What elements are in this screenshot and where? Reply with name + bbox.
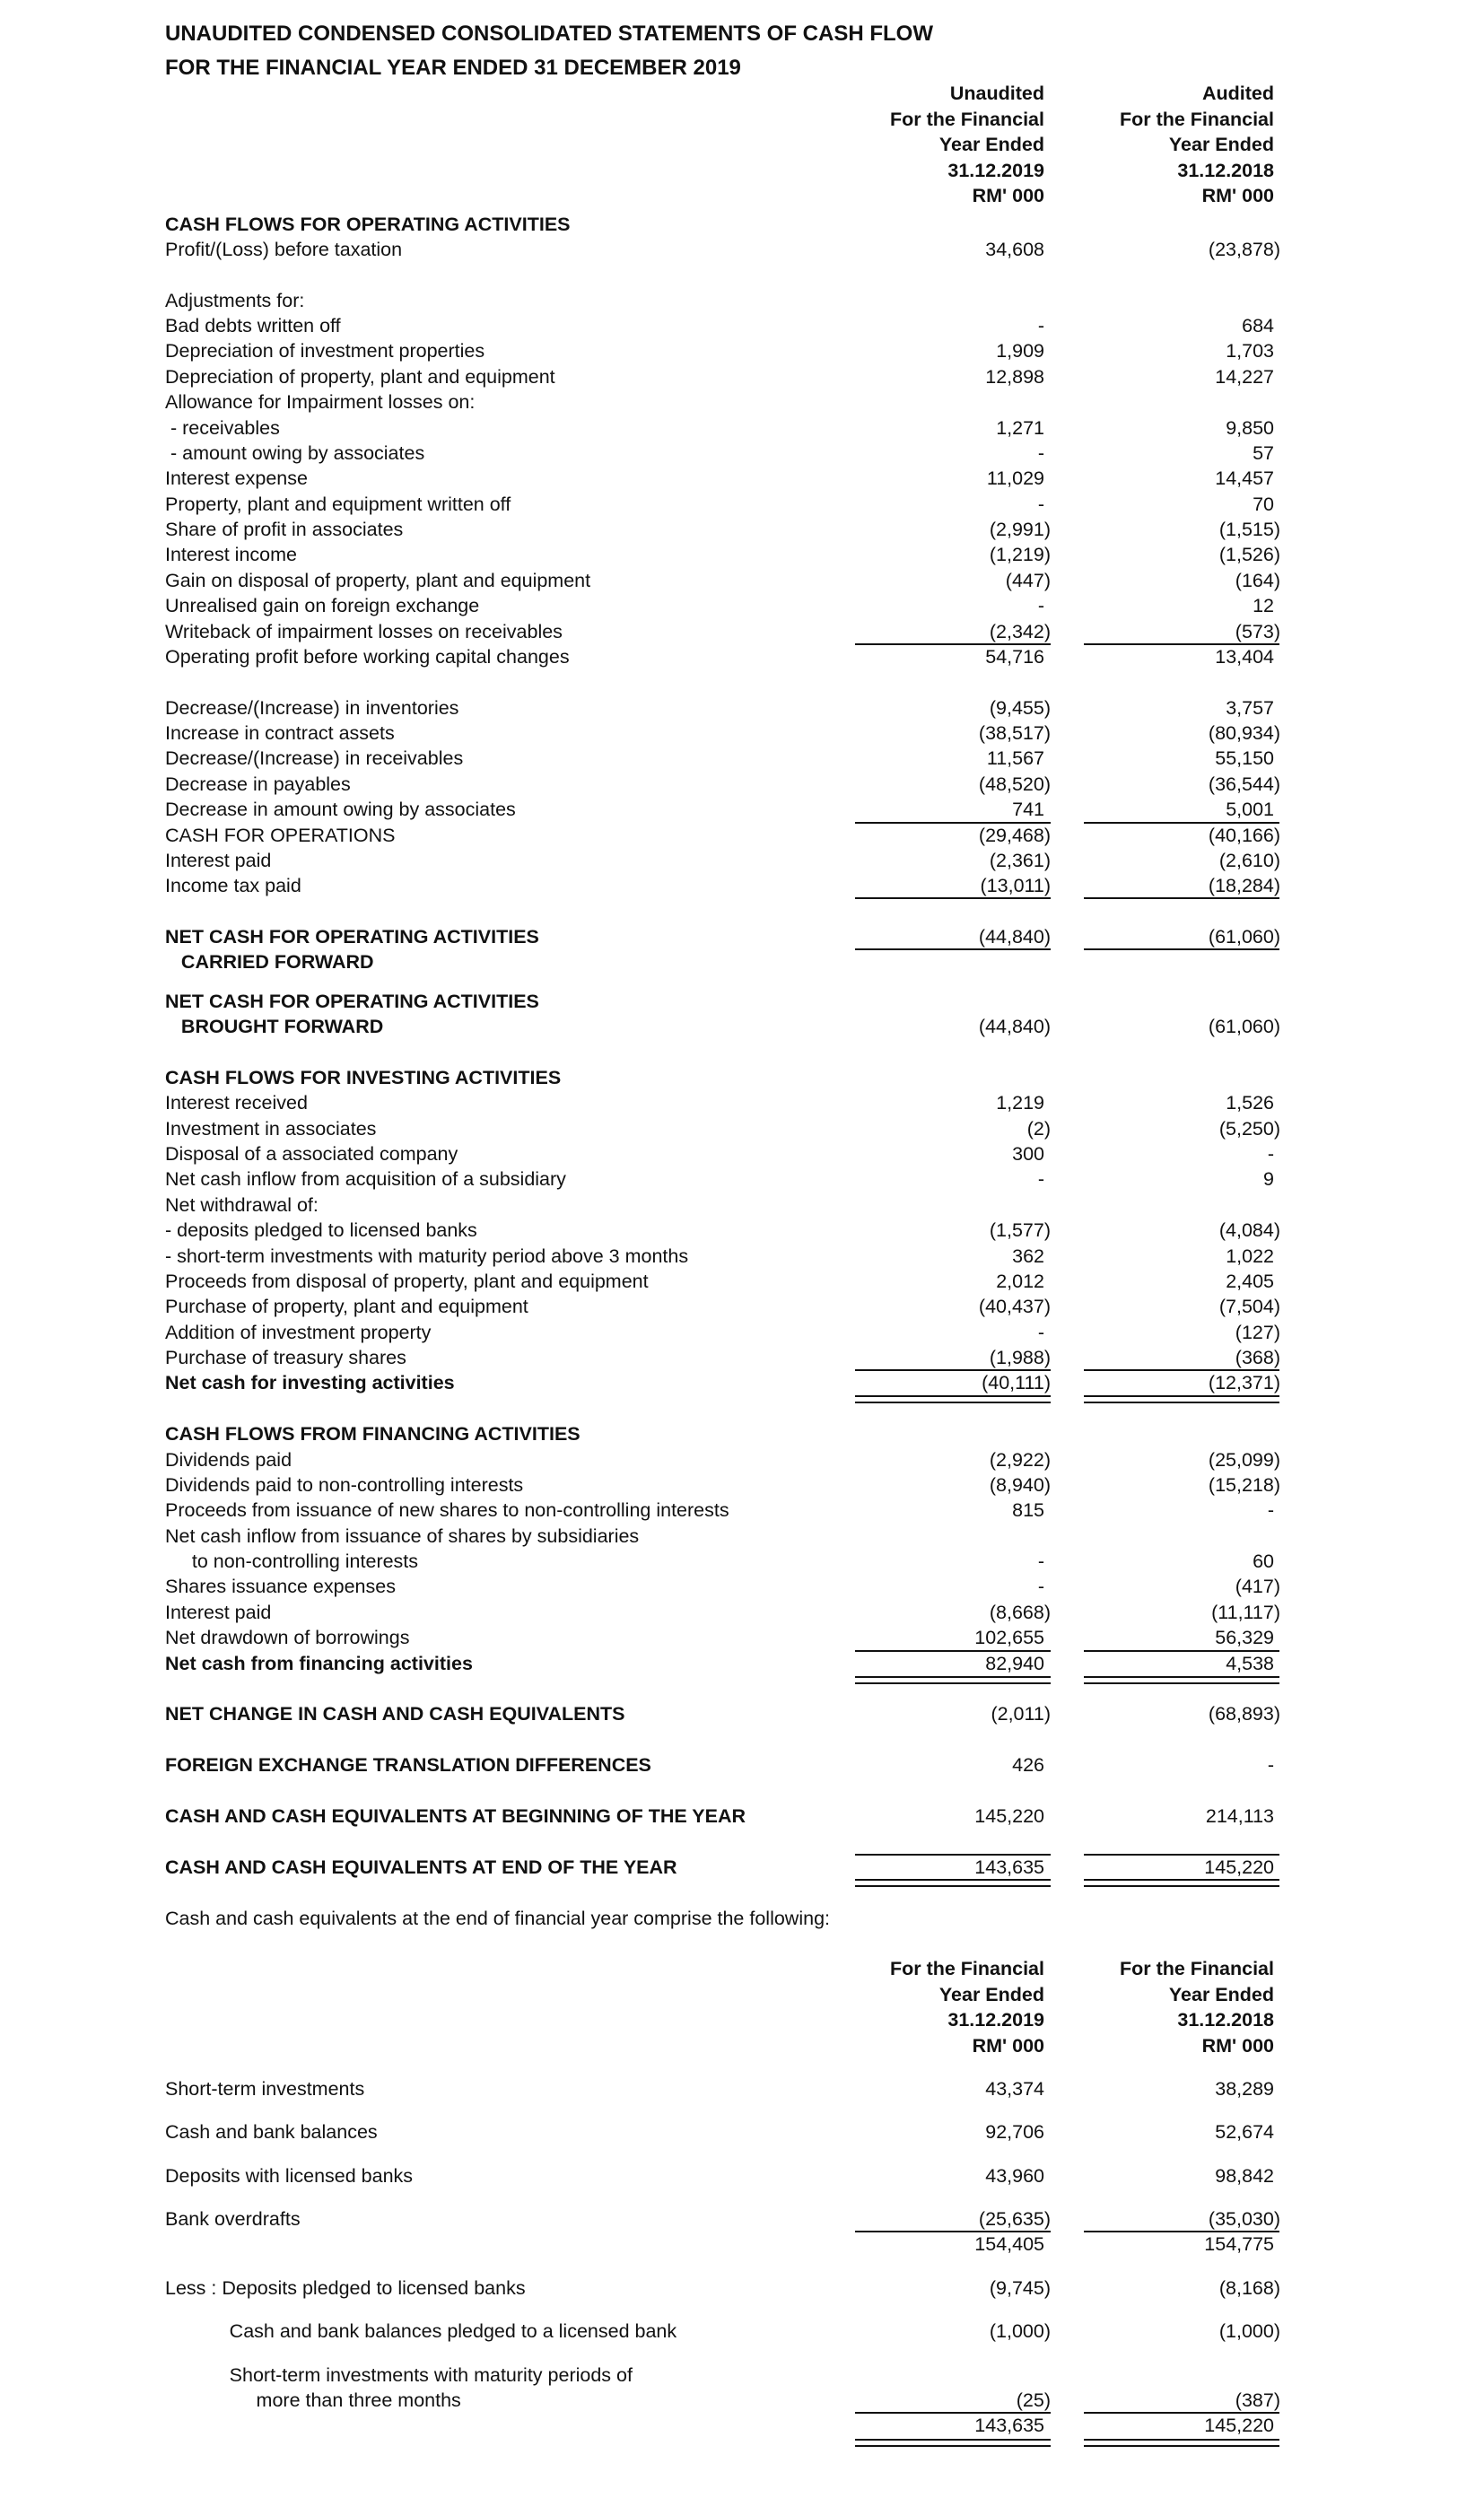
single-underline [1084, 2231, 1279, 2232]
statement-title: UNAUDITED CONDENSED CONSOLIDATED STATEMENTS OF CASH FLOW [165, 22, 933, 46]
row-label: - amount owing by associates [165, 442, 425, 464]
statement-subtitle: FOR THE FINANCIAL YEAR ENDED 31 DECEMBER 2019 [165, 56, 741, 80]
statement-row [0, 212, 1484, 237]
statement-row [0, 1345, 1484, 1370]
value-2018: 5,001 [1226, 799, 1274, 820]
row-label: Purchase of property, plant and equipment [165, 1296, 528, 1317]
value-2019: (40,111) [982, 1372, 1051, 1393]
row-label: BROUGHT FORWARD [165, 1016, 384, 1037]
single-underline [1084, 822, 1279, 824]
statement-row [0, 848, 1484, 873]
statement-row [0, 415, 1484, 441]
single-underline [855, 1854, 1051, 1856]
value-2019: (38,517) [978, 722, 1051, 744]
value-2019: 102,655 [974, 1627, 1044, 1648]
row-label: Short-term investments with maturity periods of [165, 2364, 633, 2386]
row-label: Less : Deposits pledged to licensed banks [165, 2277, 526, 2299]
value-2019: - [1037, 315, 1044, 336]
statement-row [0, 2388, 1484, 2413]
statement-row [0, 1472, 1484, 1498]
row-label: Interest paid [165, 850, 272, 871]
row-label: Net cash for investing activities [165, 1372, 455, 1393]
row-label: CASH AND CASH EQUIVALENTS AT END OF THE YEAR [165, 1856, 677, 1878]
value-2018: 684 [1242, 315, 1274, 336]
value-2018: (573) [1235, 621, 1280, 642]
single-underline [855, 2412, 1051, 2414]
value-2018: (68,893) [1208, 1703, 1280, 1725]
statement-row [0, 568, 1484, 593]
single-underline [855, 643, 1051, 645]
statement-row [0, 873, 1484, 898]
statement-row [0, 1447, 1484, 1472]
row-label: Cash and bank balances pledged to a licensed bank [165, 2320, 677, 2342]
statement-row [0, 2363, 1484, 2388]
row-label: Proceeds from issuance of new shares to non-controlling interests [165, 1499, 729, 1521]
row-label: Property, plant and equipment written off [165, 494, 511, 515]
value-2019: 54,716 [985, 646, 1044, 668]
value-2018: (18,284) [1208, 875, 1280, 896]
value-2018: 56,329 [1215, 1627, 1274, 1648]
statement-row [0, 1320, 1484, 1345]
statement-row [0, 1014, 1484, 1039]
statement-row [0, 1116, 1484, 1141]
statement-row [0, 1192, 1484, 1218]
value-2018: (8,168) [1218, 2277, 1280, 2299]
statement-row [0, 1855, 1484, 1880]
value-2018: (61,060) [1208, 926, 1280, 948]
row-label: CASH AND CASH EQUIVALENTS AT BEGINNING OF THE YEAR [165, 1805, 746, 1827]
single-underline [855, 897, 1051, 899]
statement-row [0, 389, 1484, 415]
statement-row [0, 542, 1484, 567]
row-label: NET CHANGE IN CASH AND CASH EQUIVALENTS [165, 1703, 625, 1725]
single-underline [1084, 948, 1279, 950]
row-label: Dividends paid [165, 1449, 292, 1471]
value-2019: (8,668) [989, 1602, 1051, 1623]
row-label: Decrease in payables [165, 773, 351, 795]
single-underline [855, 948, 1051, 950]
statement-row [0, 1294, 1484, 1319]
value-2018: 2,405 [1226, 1271, 1274, 1292]
single-underline [1084, 643, 1279, 645]
value-2018: 13,404 [1215, 646, 1274, 668]
row-label: Depreciation of property, plant and equipment [165, 366, 555, 388]
row-label: Purchase of treasury shares [165, 1347, 406, 1368]
value-2019: 143,635 [974, 2415, 1044, 2436]
row-label: CASH FLOWS FROM FINANCING ACTIVITIES [165, 1423, 581, 1445]
statement-row [0, 2276, 1484, 2301]
row-label: Disposal of a associated company [165, 1143, 458, 1165]
statement-row [0, 619, 1484, 644]
row-label: Net cash from financing activities [165, 1653, 473, 1674]
statement-row [0, 644, 1484, 669]
double-underline [855, 1676, 1051, 1684]
statement-row [0, 441, 1484, 466]
value-2018: 1,526 [1226, 1092, 1274, 1114]
composition-header-2019: For the Financial Year Ended 31.12.2019 RM' 000 [889, 1958, 1044, 2057]
statement-row [0, 2119, 1484, 2144]
statement-row [0, 721, 1484, 746]
single-underline [1084, 1854, 1279, 1856]
row-label: Shares issuance expenses [165, 1576, 396, 1597]
row-label: Net withdrawal of: [165, 1194, 319, 1216]
value-2019: (48,520) [978, 773, 1051, 795]
value-2019: (2) [1026, 1118, 1051, 1140]
value-2018: (1,526) [1218, 544, 1280, 565]
value-2019: (44,840) [978, 1016, 1051, 1037]
value-2018: 70 [1253, 494, 1274, 515]
row-label: NET CASH FOR OPERATING ACTIVITIES [165, 991, 539, 1012]
statement-row [0, 949, 1484, 974]
row-label: - receivables [165, 417, 280, 439]
row-label: CASH FOR OPERATIONS [165, 825, 396, 846]
value-2018: (25,099) [1208, 1449, 1280, 1471]
row-label: Profit/(Loss) before taxation [165, 239, 403, 260]
value-2019: - [1037, 1168, 1044, 1190]
statement-row [0, 1701, 1484, 1726]
value-2019: - [1037, 442, 1044, 464]
value-2019: (44,840) [978, 926, 1051, 948]
value-2019: (40,437) [978, 1296, 1051, 1317]
statement-row [0, 466, 1484, 491]
statement-row [0, 1244, 1484, 1269]
statement-row [0, 1269, 1484, 1294]
statement-row [0, 1651, 1484, 1676]
value-2019: 2,012 [996, 1271, 1044, 1292]
value-2018: 4,538 [1226, 1653, 1274, 1674]
statement-row [0, 989, 1484, 1014]
statement-row [0, 2319, 1484, 2344]
statement-row [0, 1141, 1484, 1166]
value-2019: (2,361) [989, 850, 1051, 871]
column-header-2018: Audited For the Financial Year Ended 31.12.2018 RM' 000 [1119, 83, 1274, 206]
value-2018: 145,220 [1204, 1856, 1274, 1878]
value-2019: 92,706 [985, 2121, 1044, 2143]
value-2018: 98,842 [1215, 2165, 1274, 2187]
statement-row [0, 2413, 1484, 2438]
value-2019: (9,455) [989, 697, 1051, 719]
value-2018: (61,060) [1208, 1016, 1280, 1037]
single-underline [1084, 897, 1279, 899]
double-underline [1084, 1395, 1279, 1403]
double-underline [855, 1879, 1051, 1887]
row-label: - deposits pledged to licensed banks [165, 1219, 477, 1241]
value-2019: 1,909 [996, 340, 1044, 362]
value-2019: (25,635) [978, 2208, 1051, 2230]
row-label: Share of profit in associates [165, 519, 404, 540]
value-2018: (2,610) [1218, 850, 1280, 871]
value-2019: (13,011) [980, 875, 1051, 896]
row-label: to non-controlling interests [165, 1550, 419, 1572]
row-label: Operating profit before working capital changes [165, 646, 570, 668]
statement-row [0, 2076, 1484, 2101]
value-2018: - [1267, 1499, 1274, 1521]
value-2019: 34,608 [985, 239, 1044, 260]
value-2018: 9,850 [1226, 417, 1274, 439]
row-label: Dividends paid to non-controlling interests [165, 1474, 524, 1496]
statement-row [0, 288, 1484, 313]
statement-row [0, 2206, 1484, 2232]
statement-row [0, 746, 1484, 771]
statement-row [0, 1524, 1484, 1549]
statement-row [0, 1752, 1484, 1778]
value-2018: - [1267, 1754, 1274, 1776]
value-2019: 11,029 [986, 467, 1044, 489]
row-label: Deposits with licensed banks [165, 2165, 414, 2187]
statement-row [0, 313, 1484, 338]
value-2018: (164) [1235, 570, 1280, 591]
value-2018: (35,030) [1208, 2208, 1280, 2230]
statement-row [0, 797, 1484, 822]
value-2019: - [1037, 494, 1044, 515]
value-2019: (29,468) [978, 825, 1051, 846]
single-underline [855, 822, 1051, 824]
statement-row [0, 1600, 1484, 1625]
statement-row [0, 364, 1484, 389]
value-2019: - [1037, 1550, 1044, 1572]
row-label: Interest received [165, 1092, 308, 1114]
value-2019: 82,940 [985, 1653, 1044, 1674]
value-2018: 1,022 [1226, 1245, 1274, 1267]
value-2019: 741 [1012, 799, 1044, 820]
row-label: Income tax paid [165, 875, 301, 896]
value-2019: 426 [1012, 1754, 1044, 1776]
single-underline [1084, 1369, 1279, 1371]
row-label: more than three months [165, 2389, 461, 2411]
statement-row [0, 772, 1484, 797]
value-2019: (25) [1016, 2389, 1051, 2411]
statement-row [0, 517, 1484, 542]
value-2018: (36,544) [1208, 773, 1280, 795]
value-2019: 12,898 [985, 366, 1044, 388]
value-2019: 300 [1012, 1143, 1044, 1165]
row-label: Investment in associates [165, 1118, 377, 1140]
row-label: Short-term investments [165, 2078, 365, 2100]
value-2018: (1,000) [1218, 2320, 1280, 2342]
double-underline [1084, 1676, 1279, 1684]
statement-row [0, 1090, 1484, 1115]
statement-row [0, 1370, 1484, 1395]
value-2018: (23,878) [1208, 239, 1280, 260]
value-2019: - [1037, 1576, 1044, 1597]
value-2019: (9,745) [989, 2277, 1051, 2299]
value-2018: (127) [1235, 1322, 1280, 1343]
value-2018: 9 [1263, 1168, 1274, 1190]
value-2019: 143,635 [974, 1856, 1044, 1878]
value-2019: 1,271 [996, 417, 1044, 439]
value-2019: 1,219 [996, 1092, 1044, 1114]
value-2018: - [1267, 1143, 1274, 1165]
value-2018: (80,934) [1208, 722, 1280, 744]
row-label: CASH FLOWS FOR OPERATING ACTIVITIES [165, 214, 571, 235]
value-2018: (40,166) [1208, 825, 1280, 846]
double-underline [1084, 2439, 1279, 2447]
statement-row [0, 492, 1484, 517]
row-label: CASH FLOWS FOR INVESTING ACTIVITIES [165, 1067, 562, 1088]
value-2018: 60 [1253, 1550, 1274, 1572]
row-label: NET CASH FOR OPERATING ACTIVITIES [165, 926, 539, 948]
value-2018: (15,218) [1208, 1474, 1280, 1496]
value-2019: (447) [1005, 570, 1051, 591]
statement-row [0, 1549, 1484, 1574]
value-2018: 52,674 [1215, 2121, 1274, 2143]
statement-row [0, 1065, 1484, 1090]
value-2018: 145,220 [1204, 2415, 1274, 2436]
value-2018: 55,150 [1215, 747, 1274, 769]
row-label: Depreciation of investment properties [165, 340, 485, 362]
value-2018: 12 [1253, 595, 1274, 616]
row-label: Net drawdown of borrowings [165, 1627, 410, 1648]
row-label: - short-term investments with maturity period above 3 months [165, 1245, 689, 1267]
value-2019: (8,940) [989, 1474, 1051, 1496]
statement-row [0, 593, 1484, 618]
value-2019: 362 [1012, 1245, 1044, 1267]
value-2019: (1,219) [989, 544, 1051, 565]
row-label: Allowance for Impairment losses on: [165, 391, 476, 413]
statement-row [0, 1218, 1484, 1243]
single-underline [855, 1369, 1051, 1371]
value-2019: (2,991) [989, 519, 1051, 540]
row-label: Bank overdrafts [165, 2208, 301, 2230]
statement-row [0, 924, 1484, 949]
value-2019: 43,374 [985, 2078, 1044, 2100]
statement-row [0, 1625, 1484, 1650]
row-label: Addition of investment property [165, 1322, 432, 1343]
column-header-2019: Unaudited For the Financial Year Ended 31.12.2019 RM' 000 [889, 83, 1044, 206]
row-label: Writeback of impairment losses on receivables [165, 621, 563, 642]
value-2019: - [1037, 595, 1044, 616]
value-2018: (417) [1235, 1576, 1280, 1597]
value-2018: 14,227 [1215, 366, 1274, 388]
value-2019: 43,960 [985, 2165, 1044, 2187]
statement-row [0, 1166, 1484, 1192]
statement-row [0, 1498, 1484, 1523]
value-2019: (2,922) [989, 1449, 1051, 1471]
value-2019: 11,567 [986, 747, 1044, 769]
statement-row [0, 2232, 1484, 2257]
row-label: Cash and cash equivalents at the end of financial year comprise the following: [165, 1908, 830, 1929]
statement-row [0, 338, 1484, 363]
value-2018: (4,084) [1218, 1219, 1280, 1241]
value-2018: (7,504) [1218, 1296, 1280, 1317]
row-label: CARRIED FORWARD [165, 951, 374, 973]
value-2018: 38,289 [1215, 2078, 1274, 2100]
row-label: Adjustments for: [165, 290, 305, 311]
row-label: Proceeds from disposal of property, plant and equipment [165, 1271, 649, 1292]
row-label: FOREIGN EXCHANGE TRANSLATION DIFFERENCES [165, 1754, 651, 1776]
row-label: Interest paid [165, 1602, 272, 1623]
double-underline [1084, 1879, 1279, 1887]
value-2019: 815 [1012, 1499, 1044, 1521]
row-label: Decrease/(Increase) in inventories [165, 697, 459, 719]
single-underline [1084, 1650, 1279, 1652]
value-2018: 214,113 [1205, 1805, 1274, 1827]
row-label: Net cash inflow from issuance of shares by subsidiaries [165, 1525, 640, 1547]
statement-row [0, 237, 1484, 262]
value-2018: 14,457 [1215, 467, 1274, 489]
single-underline [855, 1650, 1051, 1652]
row-label: Increase in contract assets [165, 722, 395, 744]
value-2018: (1,515) [1218, 519, 1280, 540]
value-2019: - [1037, 1322, 1044, 1343]
statement-row [0, 1804, 1484, 1829]
value-2018: 1,703 [1226, 340, 1274, 362]
value-2018: (12,371) [1208, 1372, 1280, 1393]
value-2018: 57 [1253, 442, 1274, 464]
row-label: Cash and bank balances [165, 2121, 378, 2143]
value-2019: (1,577) [989, 1219, 1051, 1241]
statement-row [0, 1574, 1484, 1599]
value-2018: (368) [1235, 1347, 1280, 1368]
row-label: Unrealised gain on foreign exchange [165, 595, 480, 616]
row-label: Bad debts written off [165, 315, 341, 336]
single-underline [1084, 2412, 1279, 2414]
composition-header-2018: For the Financial Year Ended 31.12.2018 RM' 000 [1119, 1958, 1274, 2057]
value-2018: (11,117) [1211, 1602, 1280, 1623]
row-label: Decrease in amount owing by associates [165, 799, 516, 820]
row-label: Gain on disposal of property, plant and equipment [165, 570, 591, 591]
value-2019: (2,011) [991, 1703, 1051, 1725]
value-2018: 154,775 [1204, 2233, 1274, 2255]
row-label: Decrease/(Increase) in receivables [165, 747, 464, 769]
value-2018: 3,757 [1226, 697, 1274, 719]
statement-row [0, 695, 1484, 721]
row-label: Net cash inflow from acquisition of a subsidiary [165, 1168, 566, 1190]
value-2019: 154,405 [974, 2233, 1044, 2255]
double-underline [855, 2439, 1051, 2447]
double-underline [855, 1395, 1051, 1403]
value-2019: (1,988) [989, 1347, 1051, 1368]
statement-row [0, 823, 1484, 848]
value-2019: (2,342) [989, 621, 1051, 642]
value-2019: 145,220 [974, 1805, 1044, 1827]
value-2018: (387) [1235, 2389, 1280, 2411]
value-2019: (1,000) [989, 2320, 1051, 2342]
row-label: Interest expense [165, 467, 308, 489]
statement-row [0, 1906, 1484, 1931]
statement-row [0, 1421, 1484, 1446]
statement-row [0, 2163, 1484, 2188]
single-underline [855, 2231, 1051, 2232]
row-label: Interest income [165, 544, 297, 565]
value-2018: (5,250) [1218, 1118, 1280, 1140]
